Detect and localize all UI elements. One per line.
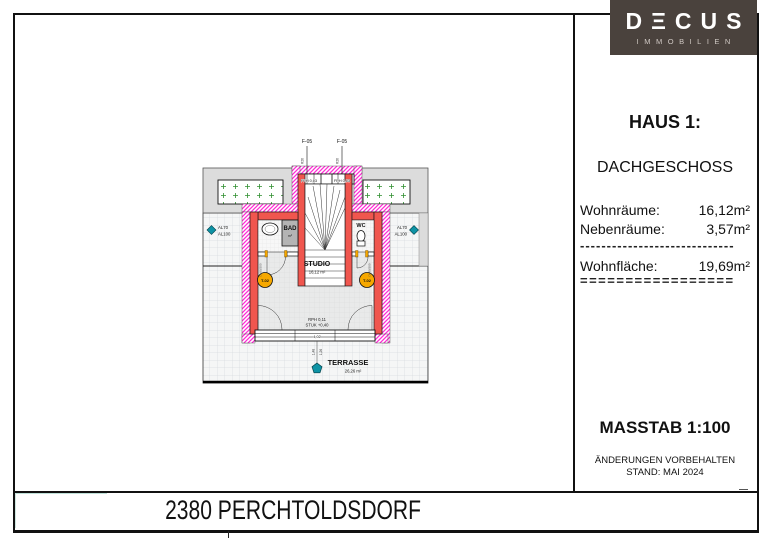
fold-mark [739,489,748,490]
room-label-studio: STUDIO [303,261,331,268]
room-area-terrasse: 26,26 m² [344,368,362,374]
sink-fixture [262,223,278,235]
shower-fixture [282,220,298,246]
logo-wordmark: DΞCUS [625,7,751,34]
area-value: 3,57m² [706,221,750,237]
room-label-wc: WC [356,223,366,229]
door-frame [285,251,288,258]
door-frame [366,251,369,258]
svg-text:R26: R26 [335,158,340,164]
dashed-separator: ----------------------------- [580,240,735,252]
svg-text:AL100: AL100 [394,231,407,237]
area-label: Wohnfläche: [580,258,658,274]
svg-text:F-05: F-05 [336,139,348,145]
door-frame [356,251,359,258]
logo-subtitle: IMMOBILIEN [636,36,736,46]
table-row [580,201,750,220]
double-separator: ================= [580,275,735,287]
area-value: 16,12m² [698,202,750,218]
svg-text:AL100: AL100 [218,231,231,237]
toilet-fixture [357,231,365,242]
level-note: RPH 0,11 [308,317,326,322]
address-strip [13,492,573,529]
date-note: STAND: MAI 2024 [626,467,704,478]
area-value: 19,69m² [698,258,750,274]
floorplan-drawing [195,128,435,392]
dimension-text: 4,02 [313,335,321,339]
room-area-studio: 16,12 m² [308,269,326,275]
svg-text:AL70: AL70 [396,225,407,230]
room-label-terrasse: TERRASSE [327,358,369,367]
disclaimer-note: ÄNDERUNGEN VORBEHALTEN [594,455,736,466]
address-text: 2380 PERCHTOLDSDORF [165,495,421,525]
svg-text:R26: R26 [300,158,305,164]
wall-note: FPH 0,03 [300,179,318,183]
room-area-bad: m² [287,234,293,238]
svg-text:1,48: 1,48 [311,348,316,356]
level-note: STUK +0,40 [305,322,329,328]
svg-text:T-02: T-02 [260,277,270,283]
table-row-total [580,257,750,276]
decus-logo [610,0,757,55]
fold-mark [228,531,229,538]
area-label: Nebenräume: [580,221,665,237]
floor-title: DACHGESCHOSS [596,159,734,176]
house-title: HAUS 1: [628,112,701,132]
room-label-bad: BAD [283,226,297,232]
svg-text:F-05: F-05 [301,139,313,145]
table-row [580,220,750,239]
svg-text:AL70: AL70 [218,225,229,230]
svg-text:1,26: 1,26 [318,348,323,356]
scale-label: MASSTAB 1:100 [599,418,731,437]
area-table [580,201,750,239]
door-spec: DL80/200 [258,263,263,277]
area-label: Wohnräume: [580,202,660,218]
wall-note: FPH 0,03 [333,179,351,183]
door-frame [265,251,268,258]
svg-text:T-02: T-02 [362,277,372,283]
door-spec: DL80/200 [367,263,372,277]
